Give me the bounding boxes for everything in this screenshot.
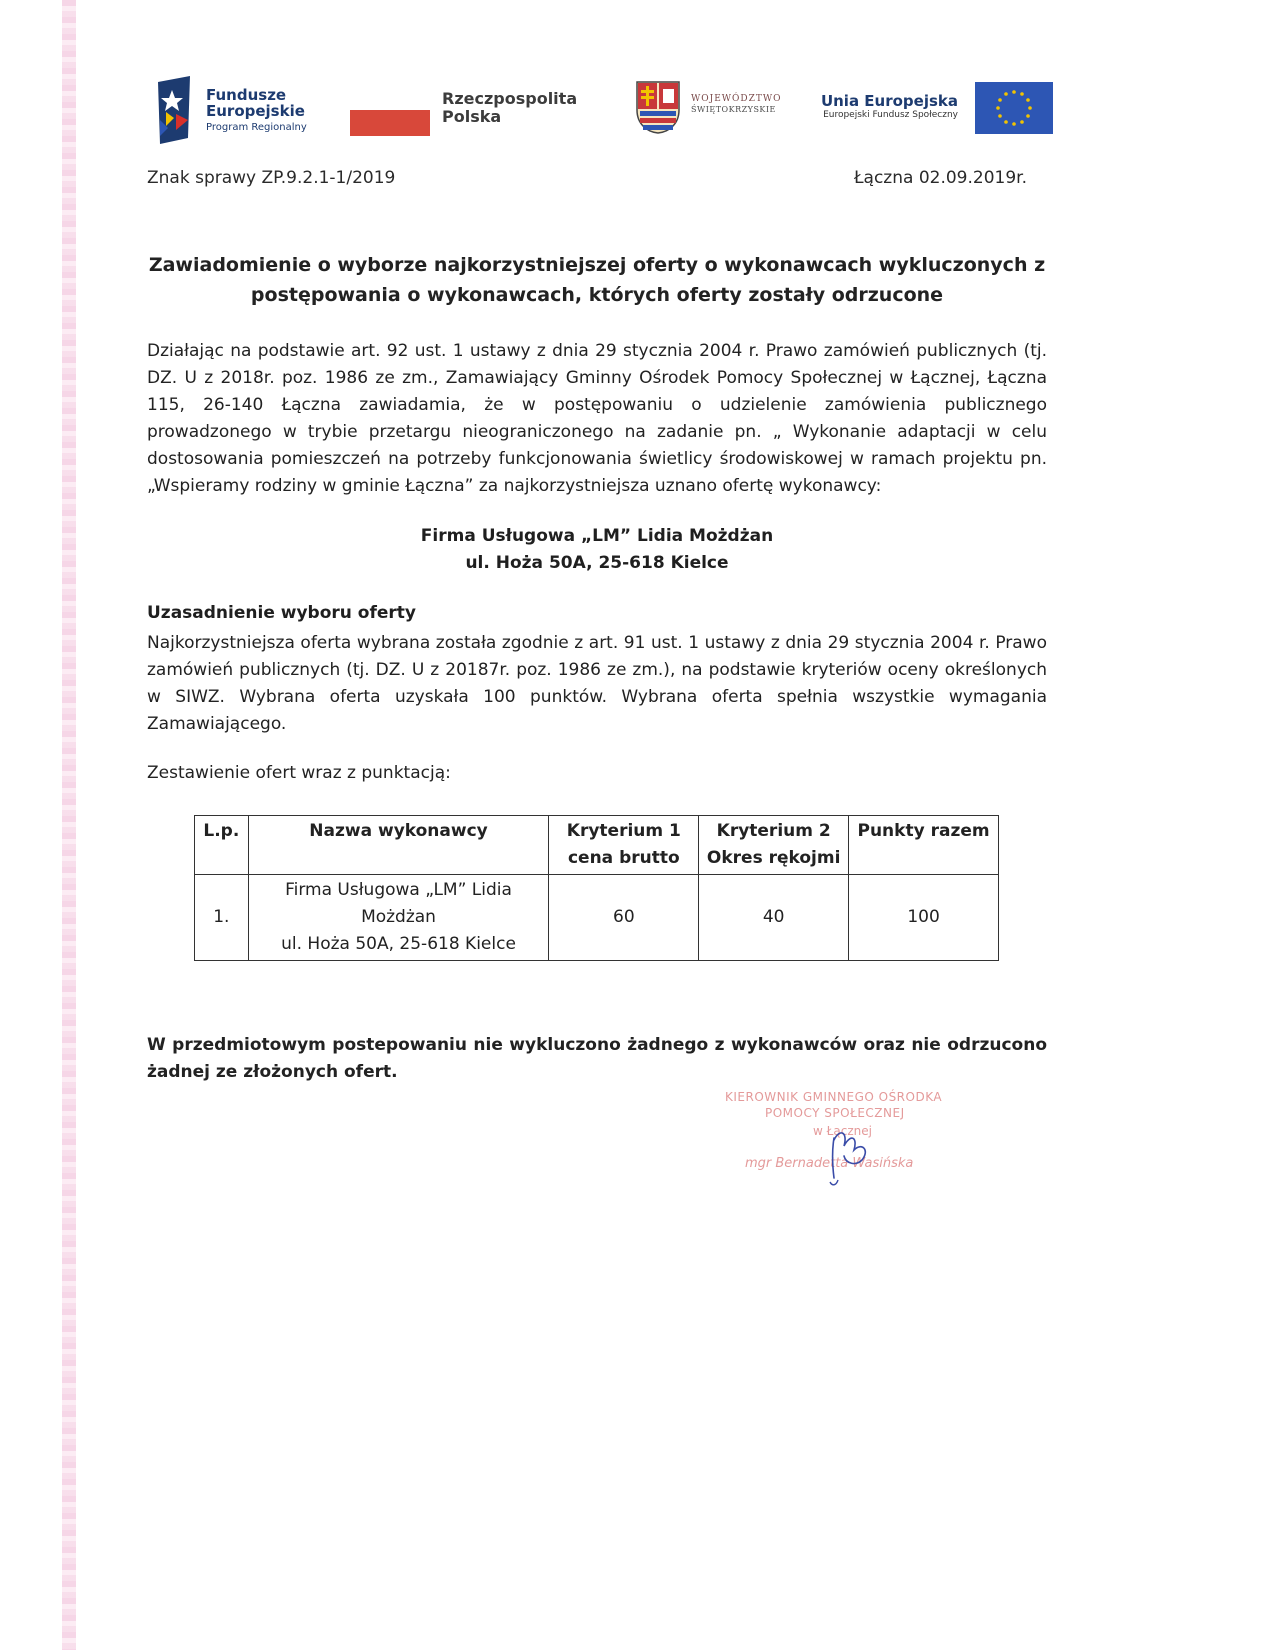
header-name: Nazwa wykonawcy [248,816,549,875]
header-k2-line2: Okres rękojmi [706,848,841,868]
fe-line2: Europejskie [206,101,305,120]
rp-line2: Polska [442,106,502,126]
summary-intro: Zestawienie ofert wraz z punktacją: [147,763,451,783]
polish-flag-icon [350,110,430,136]
logo-bar [150,70,1100,150]
header-k2-line1: Kryterium 2 [716,821,831,841]
cell-lp: 1. [195,875,249,961]
scan-edge-strip [62,0,76,1650]
unia-europejska-logo [790,82,1050,138]
header-k1-line2: cena brutto [567,848,680,868]
stamp-line2: POMOCY SPOŁECZNEJ [765,1106,905,1120]
intro-paragraph: Działając na podstawie art. 92 ust. 1 ustawy z dnia 29 stycznia 2004 r. Prawo zamówień publicznych (tj. DZ. U z 2018r. poz. 1986 ze zm., Zamawiający Gminny Ośrodek Pomocy Społecznej w Łącznej, Łączna 115, 26-140 Łączna zawiadamia, że w postępowaniu o udzielenie zamówienia publicznego prowadzonego w trybie przetargu nieograniczonego na zadanie pn. „ Wykonanie adaptacji w celu dostosowania pomieszczeń na potrzeby funkcjonowania świetlicy środowiskowej w ramach projektu pn. „Wspieramy rodziny w gminie Łączna” za najkorzystniejsza uznano ofertę wykonawcy: [147,341,1047,496]
ue-line2: Europejski Fundusz Społeczny [823,110,958,120]
cell-criterion-2: 40 [699,875,849,961]
rp-line1: Rzeczpospolita [442,89,578,108]
stamp-line4: mgr Bernadetta Wasińska [745,1156,914,1171]
justification-text: Najkorzystniejsza oferta wybrana została zgodnie z art. 91 ust. 1 ustawy z dnia 29 stycznia 2004 r. Prawo zamówień publicznych (tj. DZ. U z 20187r. poz. 1986 ze zm.), na podstawie kryteriów oceny określonych w SIWZ. Wybrana oferta uzyskała 100 punktów. Wybrana oferta spełnia wszystkie wymagania Zamawiającego. [147,633,1047,734]
offers-table [194,815,999,961]
cell-name-line3: ul. Hoża 50A, 25-618 Kielce [281,934,516,954]
place-and-date: Łączna 02.09.2019r. [853,168,1027,188]
winner-name: Firma Usługowa „LM” Lidia Możdżan [420,526,774,546]
document-title: Zawiadomienie o wyborze najkorzystniejszej oferty o wykonawcach wykluczonych z postępowania o wykonawcach, których oferty zostały odrzucone [148,254,1046,306]
cell-total: 100 [849,875,999,961]
header-criterion-1 [549,816,699,875]
cell-criterion-1: 60 [549,875,699,961]
header-lp: L.p. [195,816,249,875]
rzeczpospolita-polska-logo [350,90,590,140]
fundusze-europejskie-logo [154,76,334,146]
coat-of-arms-icon [635,80,681,134]
ue-line1: Unia Europejska [820,92,958,110]
fe-line1: Fundusze [206,86,287,104]
winner-address: ul. Hoża 50A, 25-618 Kielce [465,553,729,573]
cell-name-line2: Możdżan [361,907,436,927]
header-total: Punkty razem [849,816,999,875]
cell-name-line1: Firma Usługowa „LM” Lidia [285,880,512,900]
stamp-line3: w Łącznej [813,1124,872,1138]
sw-line1: WOJEWÓDZTWO [691,94,782,104]
justification-heading: Uzasadnienie wyboru oferty [147,603,417,623]
eu-flag-icon [975,82,1053,134]
fe-star-icon [154,76,194,144]
fe-line3: Program Regionalny [206,121,307,133]
table-header-row [195,816,999,875]
header-k1-line1: Kryterium 1 [566,821,681,841]
case-reference: Znak sprawy ZP.9.2.1-1/2019 [147,168,396,188]
header-criterion-2 [699,816,849,875]
table-row [195,875,999,961]
stamp-line1: KIEROWNIK GMINNEGO OŚRODKA [725,1090,943,1104]
conclusion-text: W przedmiotowym postepowaniu nie wykluczono żadnego z wykonawców oraz nie odrzucono żadnej ze złożonych ofert. [147,1035,1047,1082]
handwritten-signature [818,1120,888,1190]
winner-block [147,523,1047,577]
sw-line2: ŚWIĘTOKRZYSKIE [691,104,776,114]
cell-name [248,875,549,961]
